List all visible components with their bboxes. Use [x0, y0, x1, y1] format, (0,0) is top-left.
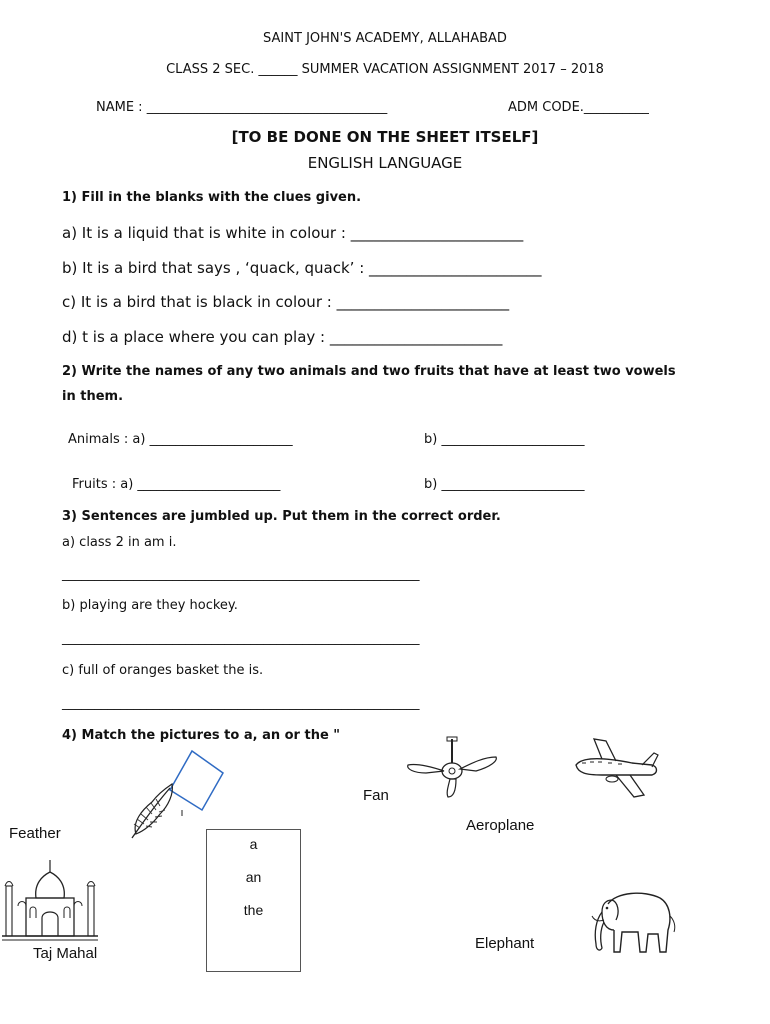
q2-title-line2: in them. — [62, 389, 124, 404]
assignment-title: CLASS 2 SEC. ______ SUMMER VACATION ASSIGNMENT 2017 – 2018 — [166, 62, 604, 77]
q4-title: 4) Match the pictures to a, an or the " — [62, 728, 341, 743]
q3-sentence-a: a) class 2 in am i. — [62, 535, 177, 550]
label-taj-mahal: Taj Mahal — [33, 945, 98, 962]
elephant-icon — [586, 886, 678, 956]
q2-title-line1: 2) Write the names of any two animals and two fruits that have at least two vowels — [62, 364, 676, 379]
subject-heading: ENGLISH LANGUAGE — [307, 154, 463, 172]
adm-code-line: ADM CODE.__________ — [508, 100, 649, 115]
school-name: SAINT JOHN'S ACADEMY, ALLAHABAD — [263, 31, 507, 46]
aeroplane-icon — [572, 735, 660, 801]
word-the: the — [243, 902, 264, 918]
q3-answer-line-b: _______________________________________________________ — [62, 631, 420, 646]
name-field-line: NAME : _____________________________________ — [96, 100, 388, 115]
q1-item-b: b) It is a bird that says , ‘quack, quack’ : _______________________ — [62, 259, 542, 277]
ceiling-fan-icon — [404, 737, 500, 799]
fruits-b-line: b) ______________________ — [424, 477, 585, 492]
q1-title: 1) Fill in the blanks with the clues given. — [62, 190, 362, 205]
feather-icon — [128, 780, 188, 842]
instruction-heading: [TO BE DONE ON THE SHEET ITSELF] — [231, 128, 539, 146]
animals-a-line: Animals : a) ______________________ — [68, 432, 293, 447]
q3-title: 3) Sentences are jumbled up. Put them in the correct order. — [62, 509, 501, 524]
q1-item-a: a) It is a liquid that is white in colour : _______________________ — [62, 224, 524, 242]
label-elephant: Elephant — [475, 935, 535, 952]
label-feather: Feather — [9, 825, 61, 842]
word-a: a — [249, 836, 258, 852]
taj-mahal-icon — [0, 858, 100, 942]
q3-sentence-c: c) full of oranges basket the is. — [62, 663, 264, 678]
q3-answer-line-c: _______________________________________________________ — [62, 696, 420, 711]
q1-item-d: d) t is a place where you can play : _______________________ — [62, 328, 503, 346]
animals-b-line: b) ______________________ — [424, 432, 585, 447]
word-choice-box — [206, 829, 301, 972]
fruits-a-line: Fruits : a) ______________________ — [72, 477, 281, 492]
label-aeroplane: Aeroplane — [466, 817, 535, 834]
q1-item-c: c) It is a bird that is black in colour : _______________________ — [62, 293, 510, 311]
q3-answer-line-a: _______________________________________________________ — [62, 567, 420, 582]
word-an: an — [245, 869, 262, 885]
q3-sentence-b: b) playing are they hockey. — [62, 598, 238, 613]
label-fan: Fan — [363, 787, 389, 804]
